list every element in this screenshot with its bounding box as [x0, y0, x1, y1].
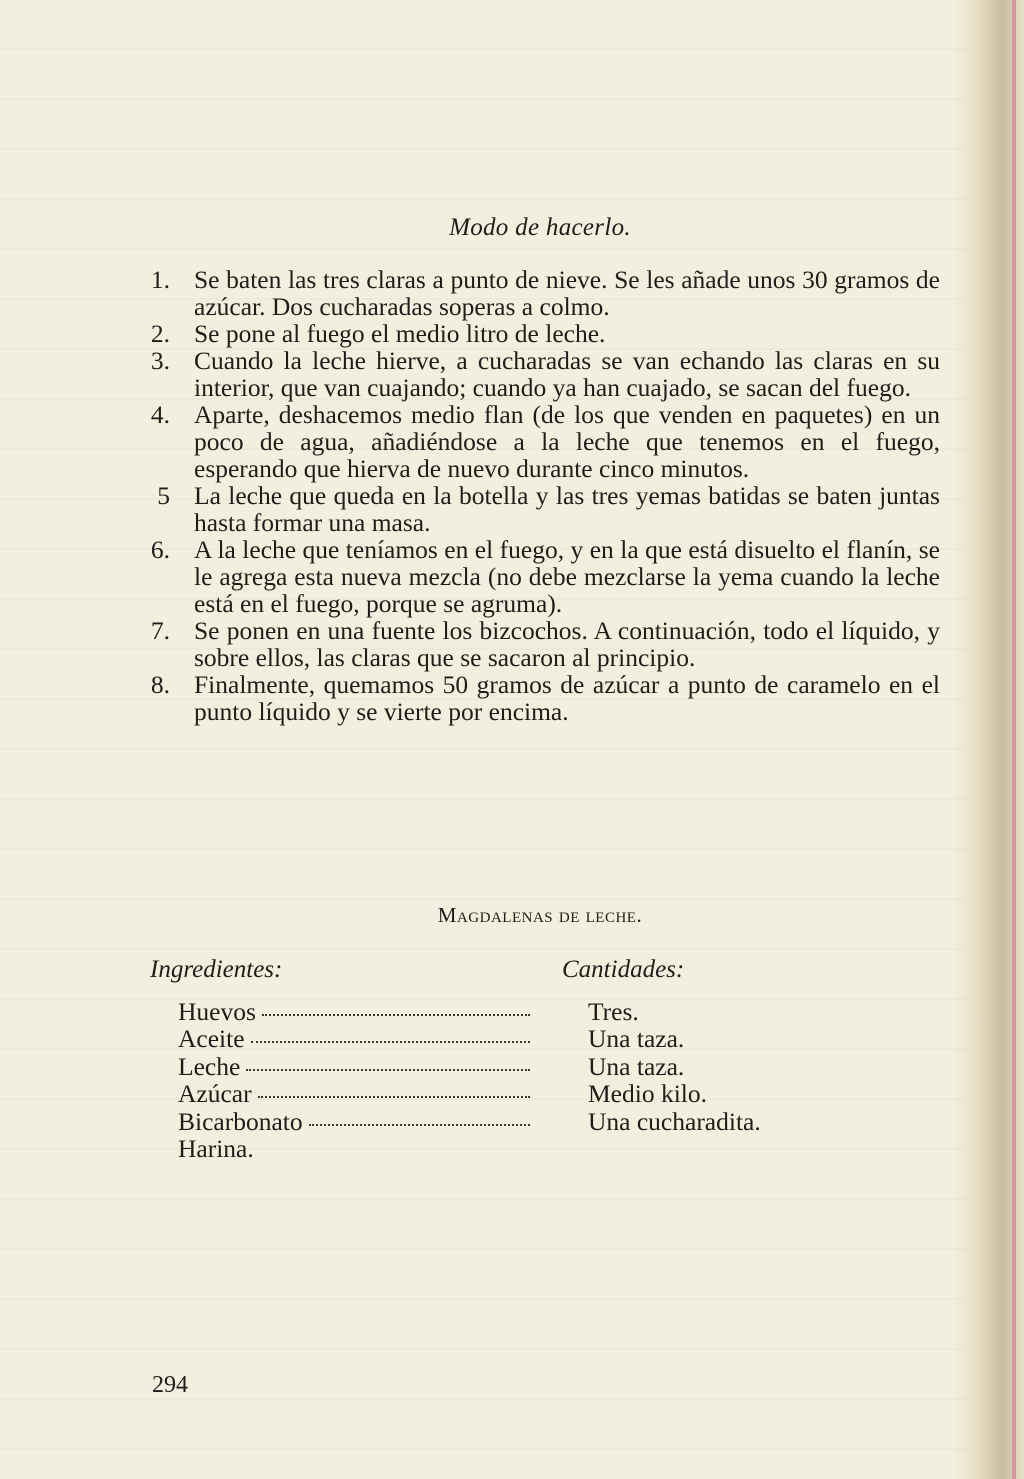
step-number: 7. [150, 616, 170, 645]
step-item [140, 482, 940, 536]
ingredient-row [178, 1053, 538, 1080]
recipe-title-text: Magdalenas de leche. [437, 903, 643, 927]
step-item [140, 347, 940, 401]
ingredients-header: Ingredientes: [150, 956, 283, 983]
ingredient-row [178, 1080, 538, 1107]
ingredient-name: Leche [178, 1051, 241, 1081]
step-text: Se ponen en una fuente los bizcochos. A continuación, todo el líquido, y sobre ellos, las claras que se sacaron al principio. [194, 616, 940, 672]
step-text: Aparte, deshacemos medio flan (de los que venden en paquetes) en un poco de agua, añadiéndose a la leche que tenemos en el fuego, esperando que hierva de nuevo durante cinco minutos. [194, 400, 940, 483]
ingredient-quantity: Una taza. [588, 1051, 685, 1081]
dot-leader [309, 1116, 530, 1126]
ingredient-row [178, 1135, 538, 1162]
ingredient-row [178, 1108, 538, 1135]
step-item [140, 401, 940, 482]
step-number: 3. [150, 346, 170, 375]
quantities-header: Cantidades: [562, 956, 685, 983]
ingredient-quantity: Una taza. [588, 1024, 685, 1054]
step-text: Cuando la leche hierve, a cucharadas se van echando las claras en su interior, que van cuajando; cuando ya han cuajado, se sacan del fuego. [194, 346, 940, 402]
step-item [140, 617, 940, 671]
ingredient-quantity: Medio kilo. [588, 1079, 707, 1109]
page-number: 294 [152, 1372, 188, 1398]
section-title: Modo de hacerlo. [449, 214, 631, 241]
ingredient-name: Bicarbonato [178, 1106, 303, 1136]
step-text: Se pone al fuego el medio litro de leche. [194, 319, 606, 348]
dot-leader [258, 1088, 530, 1098]
ingredients-list [178, 998, 538, 1162]
ingredient-name: Harina. [178, 1134, 254, 1164]
step-number: 6. [150, 535, 170, 564]
step-number: 1. [150, 265, 170, 294]
quantities-list [588, 998, 761, 1135]
step-number: 4. [150, 400, 170, 429]
ingredient-row [178, 998, 538, 1025]
step-text: A la leche que teníamos en el fuego, y en la que está disuelto el flanín, se le agrega esta nueva mezcla (no debe mezclarse la yema cuando la leche está en el fuego, porque se agruma). [194, 535, 940, 618]
step-number: 2. [150, 319, 170, 348]
dot-leader [251, 1033, 530, 1043]
recipe-title [0, 903, 1024, 928]
ingredient-name: Huevos [178, 997, 256, 1026]
ingredient-quantity: Una cucharadita. [588, 1106, 761, 1136]
step-number: 5 [157, 481, 170, 510]
step-text: Se baten las tres claras a punto de nieve. Se les añade unos 30 gramos de azúcar. Dos cucharadas soperas a colmo. [194, 265, 940, 321]
step-item [140, 266, 940, 320]
step-text: Finalmente, quemamos 50 gramos de azúcar a punto de caramelo en el punto líquido y se vierte por encima. [194, 670, 940, 726]
ingredient-row [178, 1025, 538, 1052]
step-text: La leche que queda en la botella y las tres yemas batidas se baten juntas hasta formar una masa. [194, 481, 940, 537]
step-item [140, 320, 940, 347]
ingredient-name: Aceite [178, 1024, 245, 1054]
ingredient-quantity: Tres. [588, 997, 639, 1026]
step-item [140, 536, 940, 617]
step-item [140, 671, 940, 725]
steps-list [140, 266, 940, 725]
dot-leader [246, 1061, 530, 1071]
dot-leader [262, 1006, 530, 1016]
step-number: 8. [150, 670, 170, 699]
ingredient-name: Azúcar [178, 1079, 252, 1109]
